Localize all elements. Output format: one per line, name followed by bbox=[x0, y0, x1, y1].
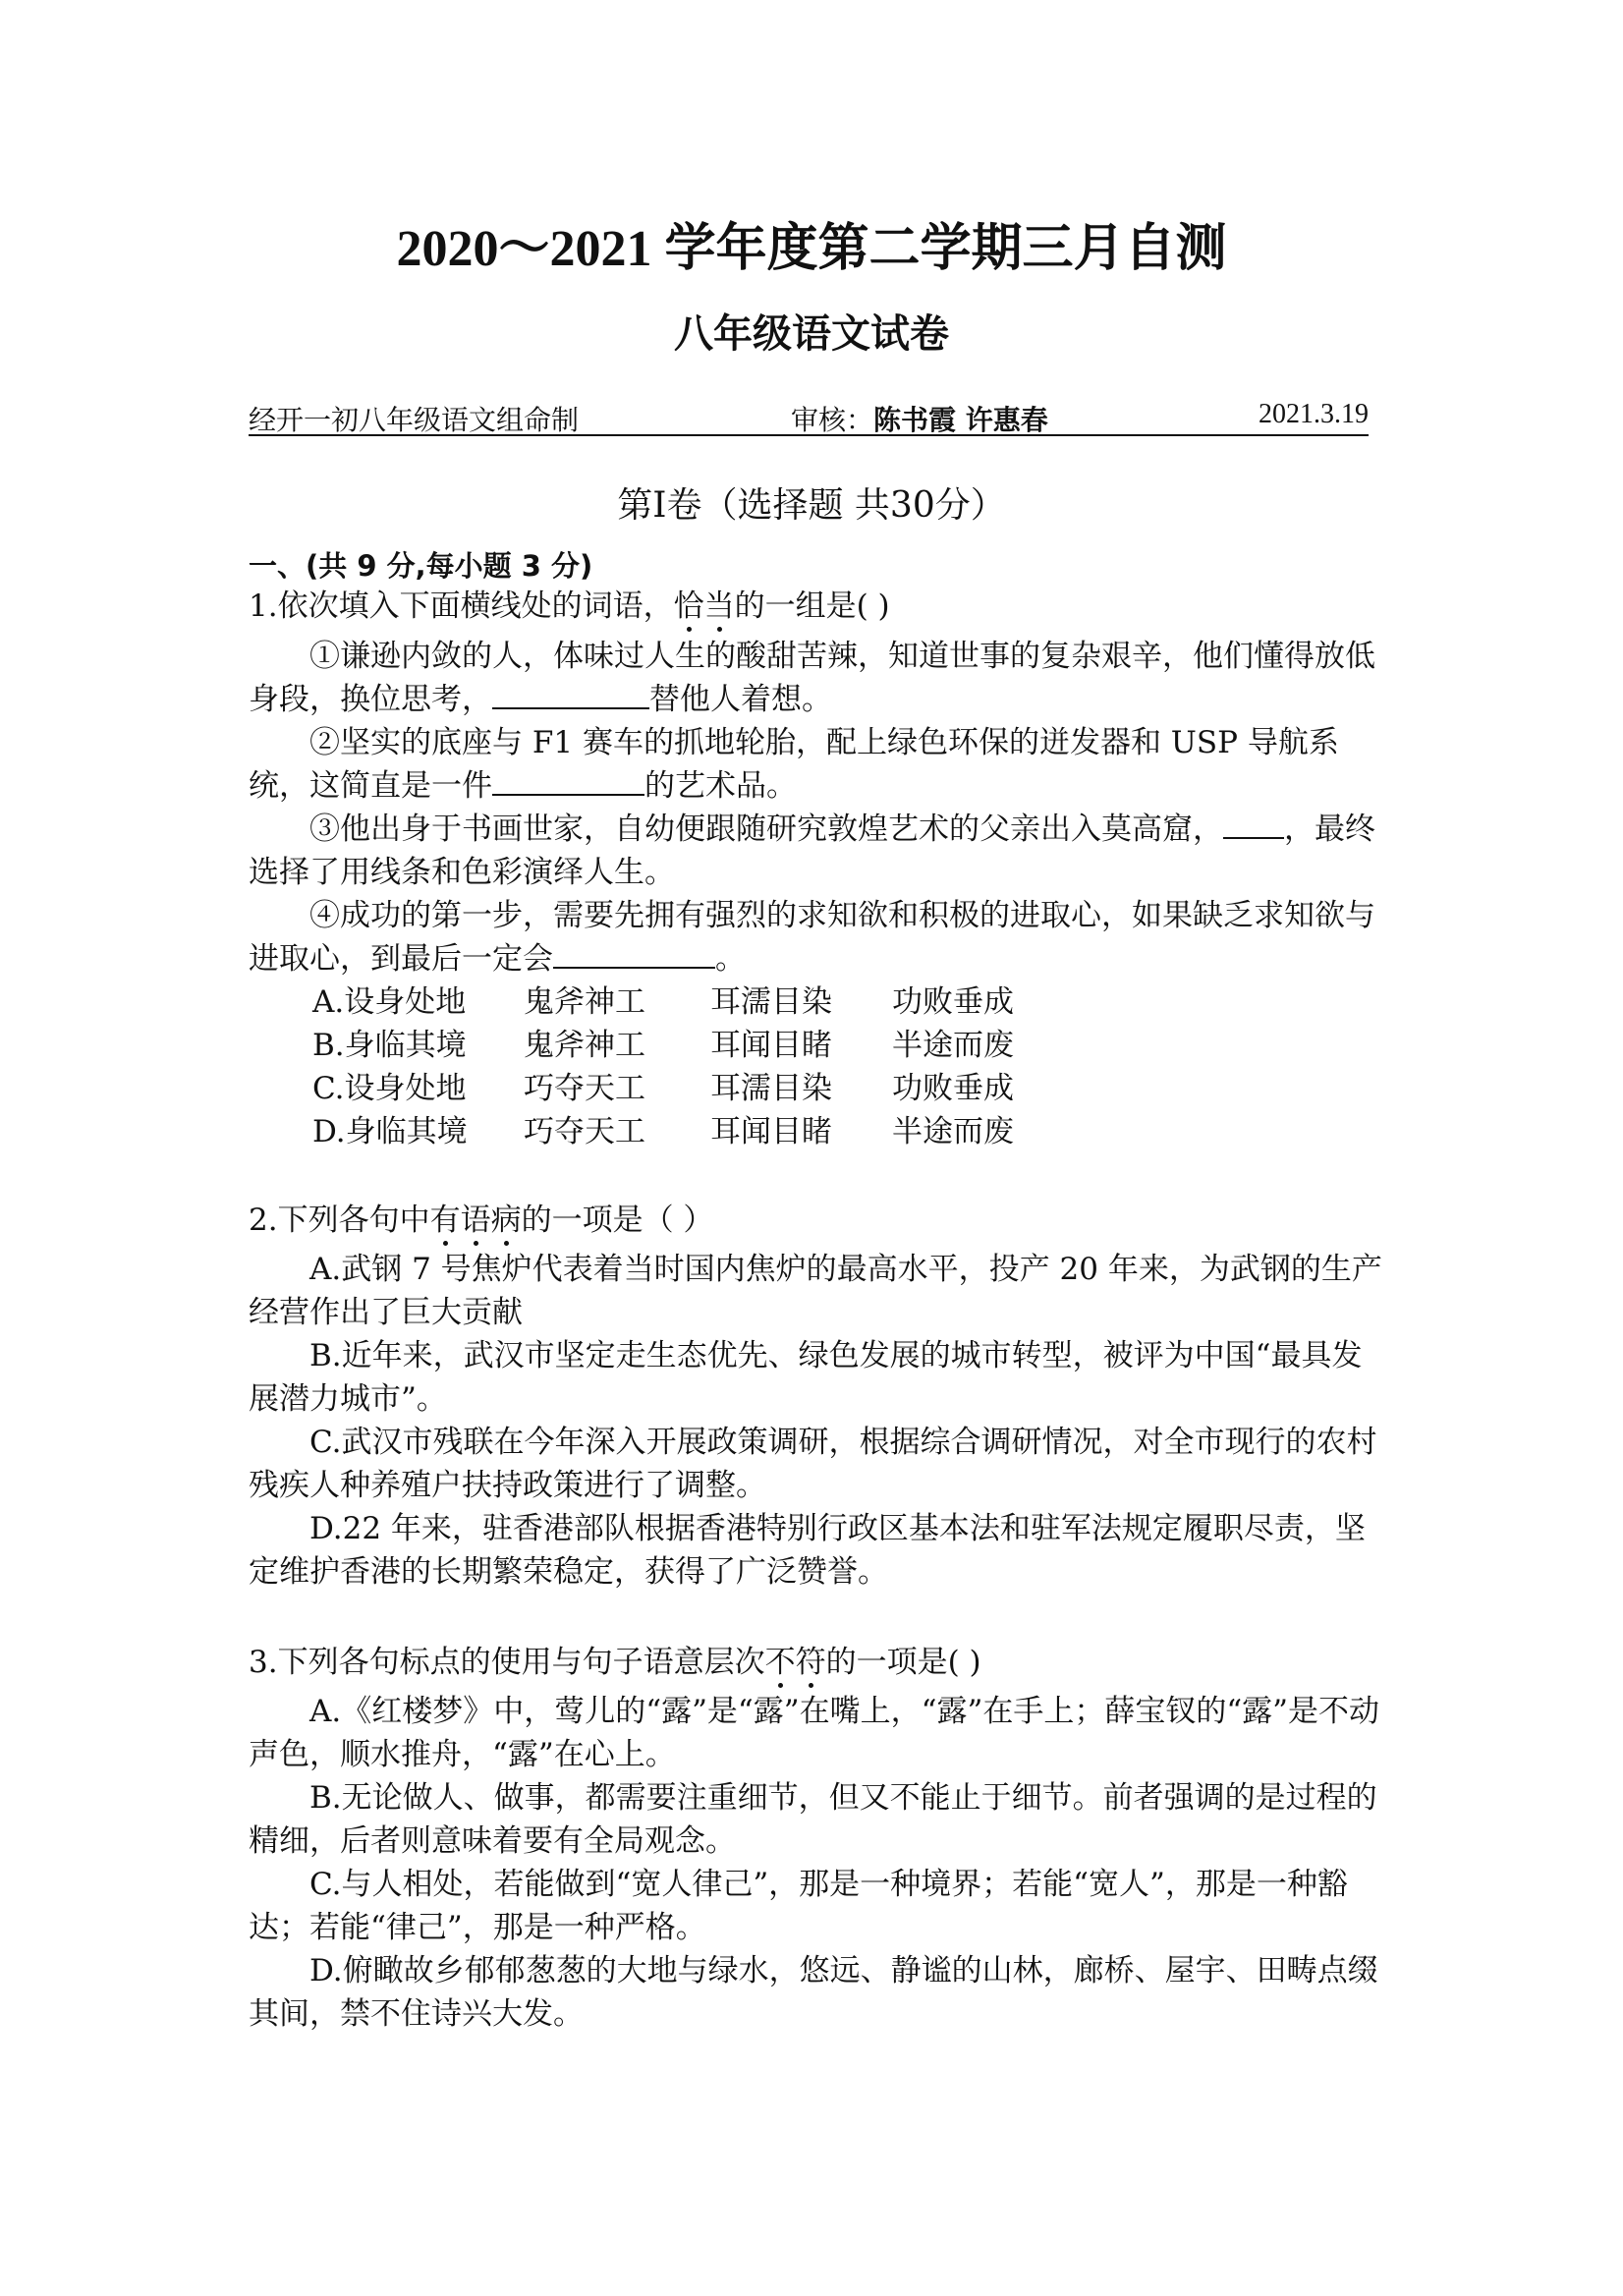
q2-stem-tail: 的一项是（ ） bbox=[521, 1203, 714, 1238]
fill-blank bbox=[492, 764, 644, 796]
option-cell: 耳闻目睹 bbox=[710, 1028, 832, 1063]
q2-stem-text: 2.下列各句中 bbox=[249, 1203, 430, 1238]
q3-option-d: D.俯瞰故乡郁郁葱葱的大地与绿水，悠远、静谧的山林，廊桥、屋宇、田畴点缀其间，禁不住诗兴大发。 bbox=[249, 1953, 1378, 2032]
q1-emphasis-2: 当 bbox=[703, 588, 735, 624]
q2-emphasis-3: 病 bbox=[490, 1203, 522, 1238]
option-cell: A.设身处地 bbox=[312, 984, 467, 1020]
q1-sentence-2 bbox=[249, 721, 1388, 808]
q1-s1-tail: 替他人着想。 bbox=[649, 682, 832, 717]
q1-sentence-1 bbox=[249, 635, 1388, 721]
q3-stem-text: 3.下列各句标点的使用与句子语意层次 bbox=[249, 1645, 765, 1680]
exam-maker: 经开一初八年级语文组命制 bbox=[249, 404, 580, 436]
q1-sentence-3 bbox=[249, 808, 1388, 894]
q2-stem bbox=[249, 1199, 1388, 1242]
q1-option-c bbox=[312, 1067, 1014, 1110]
q2-option-b: B.近年来，武汉市坚定走生态优先、绿色发展的城市转型，被评为中国“最具发展潜力城市”。 bbox=[249, 1338, 1363, 1417]
q1-stem-tail: 的一组是( ) bbox=[734, 588, 890, 624]
q1-s4-tail: 。 bbox=[715, 941, 746, 977]
option-cell: 耳濡目染 bbox=[710, 984, 832, 1020]
q1-option-a bbox=[312, 980, 1014, 1024]
review-label: 审核： bbox=[791, 404, 874, 436]
q1-option-b bbox=[312, 1024, 1014, 1067]
reviewer-names: 陈书霞 许惠春 bbox=[873, 404, 1048, 436]
q2-option-d: D.22 年来，驻香港部队根据香港特别行政区基本法和驻军法规定履职尽责，坚定维护香港的长期繁荣稳定，获得了广泛赞誉。 bbox=[249, 1511, 1366, 1590]
q1-s2-tail: 的艺术品。 bbox=[644, 768, 797, 804]
q1-stem bbox=[249, 585, 1388, 628]
option-cell: B.身临其境 bbox=[312, 1028, 467, 1063]
q1-s3-tail: ，最终选择了用线条和色彩演绎人生。 bbox=[249, 812, 1375, 890]
q3-stem bbox=[249, 1641, 1388, 1684]
option-cell: 巧夺天工 bbox=[524, 1071, 645, 1106]
option-cell: C.设身处地 bbox=[312, 1071, 467, 1106]
exam-title: 2020～2021 学年度第二学期三月自测 bbox=[396, 221, 1227, 277]
exam-date: 2021.3.19 bbox=[1259, 399, 1369, 429]
option-cell: 鬼斧神工 bbox=[524, 984, 645, 1020]
section-title: 第Ⅰ卷（选择题 共30分） bbox=[617, 485, 1006, 526]
q3-option-c: C.与人相处，若能做到“宽人律己”，那是一种境界；若能“宽人”，那是一种豁达；若能“律己”，那是一种严格。 bbox=[249, 1867, 1348, 1945]
option-cell: D.身临其境 bbox=[312, 1114, 468, 1149]
exam-subtitle: 八年级语文试卷 bbox=[674, 311, 949, 357]
part-heading: 一、(共 9 分,每小题 3 分) bbox=[249, 549, 593, 583]
q3-option-a: A.《红楼梦》中，莺儿的“露”是“露”在嘴上，“露”在手上；薛宝钗的“露”是不动声色，顺水推舟，“露”在心上。 bbox=[249, 1694, 1380, 1772]
option-cell: 半途而废 bbox=[892, 1028, 1014, 1063]
q2-emphasis-2: 语 bbox=[460, 1203, 491, 1238]
q1-s1-text: ①谦逊内敛的人，体味过人生的酸甜苦辣，知道世事的复杂艰辛，他们懂得放低身段，换位思考， bbox=[249, 639, 1375, 717]
exam-reviewers bbox=[791, 399, 1048, 438]
q2-option-c: C.武汉市残联在今年深入开展政策调研，根据综合调研情况，对全市现行的农村残疾人种养殖户扶持政策进行了调整。 bbox=[249, 1425, 1377, 1503]
option-cell: 耳闻目睹 bbox=[710, 1114, 832, 1149]
q1-s3-text: ③他出身于书画世家，自幼便跟随研究敦煌艺术的父亲出入莫高窟， bbox=[309, 812, 1223, 847]
q1-option-d bbox=[312, 1110, 1014, 1153]
q3-emphasis-2: 符 bbox=[795, 1645, 826, 1680]
q3-emphasis-1: 不 bbox=[764, 1645, 796, 1680]
fill-blank bbox=[492, 678, 649, 709]
q1-s2-text: ②坚实的底座与 F1 赛车的抓地轮胎，配上绿色环保的迸发器和 USP 导航系统，这简直是一件 bbox=[249, 725, 1339, 804]
q3-option-b: B.无论做人、做事，都需要注重细节，但又不能止于细节。前者强调的是过程的精细，后者则意味着要有全局观念。 bbox=[249, 1780, 1377, 1859]
q3-stem-tail: 的一项是( ) bbox=[825, 1645, 981, 1680]
q2-emphasis-1: 有 bbox=[429, 1203, 461, 1238]
option-cell: 耳濡目染 bbox=[710, 1071, 832, 1106]
option-cell: 功败垂成 bbox=[892, 1071, 1014, 1106]
option-cell: 半途而废 bbox=[892, 1114, 1014, 1149]
q1-s4-text: ④成功的第一步，需要先拥有强烈的求知欲和积极的进取心，如果缺乏求知欲与进取心，到最后一定会 bbox=[249, 898, 1375, 977]
q1-emphasis-1: 恰 bbox=[673, 588, 704, 624]
fill-blank bbox=[1223, 808, 1284, 839]
option-cell: 功败垂成 bbox=[892, 984, 1014, 1020]
q1-stem-text: 1.依次填入下面横线处的词语， bbox=[249, 588, 674, 624]
fill-blank bbox=[553, 937, 715, 969]
header-meta-row bbox=[249, 397, 1369, 436]
option-cell: 巧夺天工 bbox=[524, 1114, 645, 1149]
option-cell: 鬼斧神工 bbox=[524, 1028, 645, 1063]
q2-option-a: A.武钢 7 号焦炉代表着当时国内焦炉的最高水平，投产 20 年来，为武钢的生产经营作出了巨大贡献 bbox=[249, 1252, 1382, 1330]
q1-sentence-4 bbox=[249, 894, 1388, 980]
